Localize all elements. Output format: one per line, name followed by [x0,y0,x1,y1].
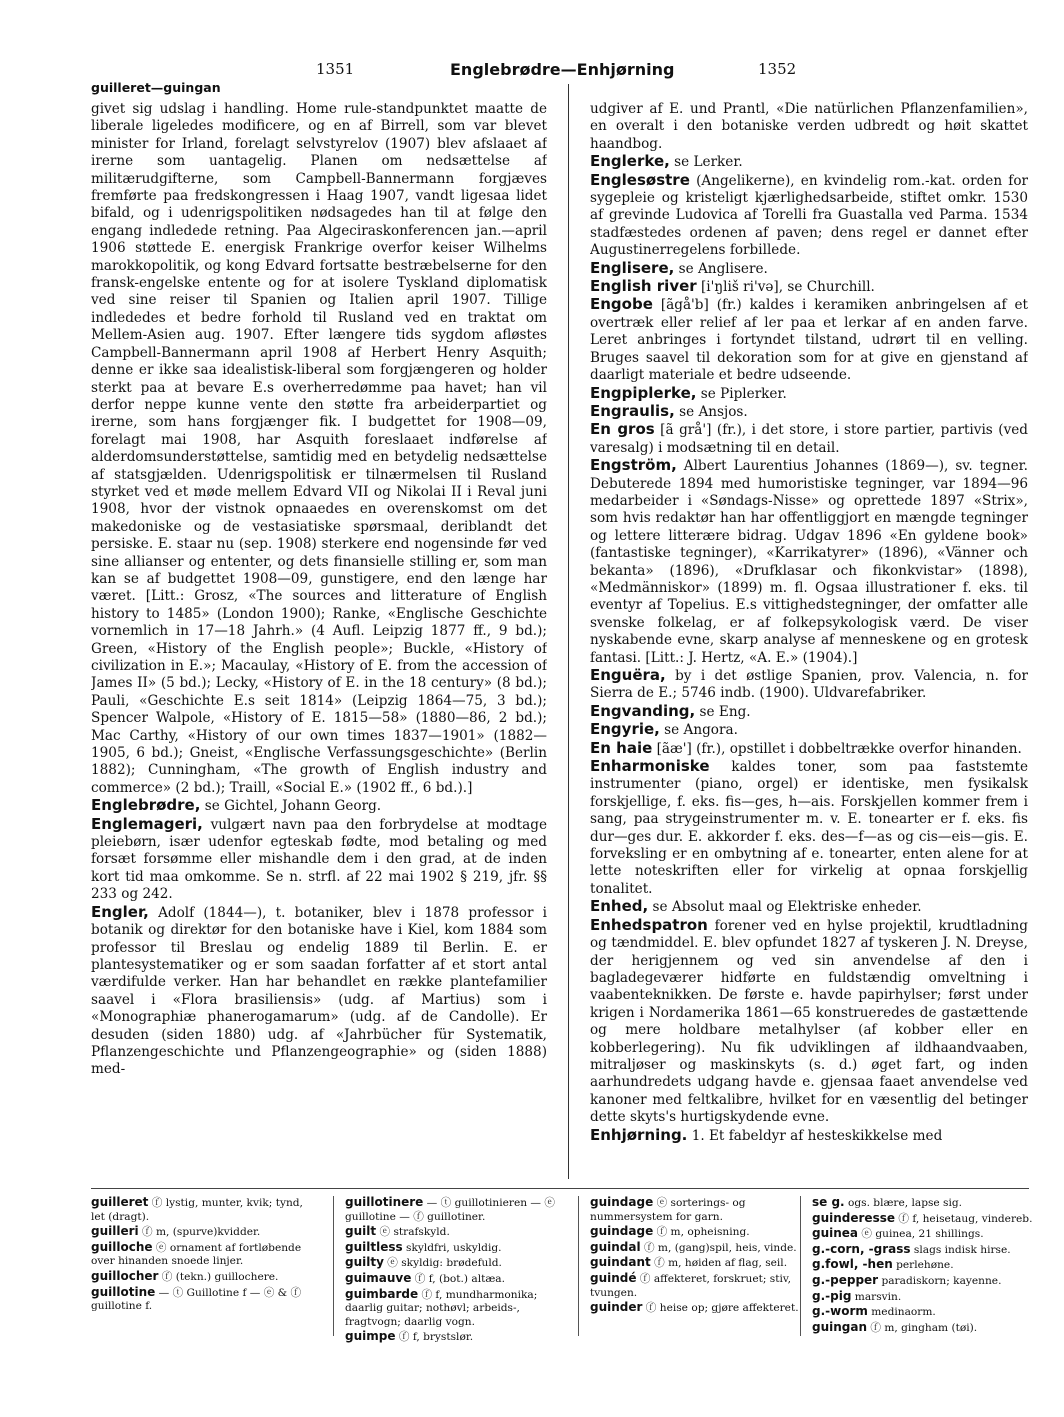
glossary-entry [345,1256,570,1271]
glossary-word: guillotine [91,1284,156,1299]
glossary-word: guimbarde [345,1286,419,1301]
right-text-column [590,101,1028,1191]
glossary-definition: ⓕ m, høiden af flag, seil. [650,1257,788,1270]
glossary-definition: ⓕ m, opheisning. [653,1226,750,1239]
dictionary-entry [590,172,1028,260]
entry-text: se Eng. [695,703,751,720]
glossary-definition: ⓕ f, mundharmonika; daarlig guitar; nothøvl; arbeids-, fragtvogn; daarlig vogn. [345,1288,538,1328]
glossary-entry [91,1270,316,1285]
guide-words: guilleret—guingan [91,80,221,95]
entry-text: se Absolut maal og Elektriske enheder. [648,899,922,916]
entry-headword: En haie [590,738,653,757]
dictionary-entry [590,758,1028,898]
glossary-definition: ⓔ sorterings- og nummersystem for garn. [590,1197,746,1223]
glossary-entry [812,1258,1037,1273]
glossary-definition: paradiskorn; kayenne. [878,1274,1002,1287]
glossary-entry [812,1212,1037,1227]
glossary-definition: ⓕ heise op; gjøre affekteret. [642,1302,799,1315]
glossary-definition: ⓕ affekteret, forskruet; stiv, tvungen. [590,1272,791,1299]
entry-headword: Englerke, [590,152,670,171]
glossary-word: g.fowl, -hen [812,1257,893,1272]
glossary-word: guingan [812,1319,868,1334]
glossary-entry [812,1321,1037,1336]
glossary-definition: slags indisk hirse. [910,1243,1011,1256]
glossary-word: guindage [590,1195,654,1209]
dictionary-entry [91,816,547,904]
glossary-definition: ⓕ f, brystslør. [395,1331,474,1344]
glossary-column-1 [91,1196,316,1315]
glossary-entry [91,1225,316,1240]
entry-headword: Englemageri, [91,814,203,833]
glossary-entry [812,1290,1037,1305]
glossary-definition: ⓔ guinea, 21 shillings. [858,1228,984,1241]
entry-headword: Enguëra, [590,666,666,684]
page-number-right: 1352 [758,60,797,78]
entry-headword: Enharmoniske [590,757,710,776]
entry-text: vulgært navn paa den forbrydelse at modtage pleiebørn, især udenfor egteskab fødte, mod betaling og med forsæt forsømme eller mishandle dem i den grad, at de inden kort tid maa omkomme. Se n. strfl. af 22 mai 1902 § 219, jfr. §§ 233 og 242. [91,816,547,903]
entry-headword: Enhed, [590,897,649,916]
entry-text: se Anglisere. [674,260,768,277]
glossary-entry [590,1225,815,1240]
glossary-column-2 [345,1196,570,1346]
glossary-entry [590,1241,815,1256]
entry-text: 1. Et fabeldyr af hesteskikkelse med [687,1127,943,1144]
dictionary-entry [590,457,1028,667]
entry-text: (Angelikerne), en kvindelig rom.-kat. orden for sygepleie og kristeligt kjærlighedsarbeide, stiftet omkr. 1530 af grevinde Ludovica af Torelli fra Guastalla ved Parma. 1534 stadfæstedes ordenen af paven; dens regel er dannet efter Augustinerregelens forbillede. [590,172,1028,259]
dictionary-entry [590,278,1028,296]
dictionary-entry [590,101,1028,153]
glossary-definition: — ⓣ guillotinieren — ⓔ guillotine — ⓕ guillotiner. [345,1197,555,1223]
entry-headword: Enhedspatron [590,915,708,934]
glossary-entry [91,1196,316,1224]
glossary-definition: ⓔ skyldig: brødefuld. [383,1257,502,1270]
glossary-divider [578,1196,579,1336]
glossary-word: guilleret [91,1195,149,1209]
entry-headword: Engobe [590,295,653,314]
entry-headword: Engvanding, [590,701,696,720]
glossary-definition: — ⓣ Guillotine f — ⓔ & ⓕ guillotine f. [91,1286,302,1313]
dictionary-entry [590,917,1028,1127]
dictionary-entry [91,797,547,815]
glossary-entry [812,1305,1037,1320]
glossary-word: g.-worm [812,1304,868,1319]
glossary-word: guindage [590,1224,654,1239]
entry-headword: English river [590,277,697,296]
entry-text: by i det østlige Spanien, prov. Valencia, n. for Sierra de E.; 5746 indb. (1900). Uldvarefabriker. [590,668,1028,702]
dictionary-entry [590,421,1028,457]
column-divider [568,84,569,1179]
glossary-entry [590,1256,815,1271]
glossary-column-3 [590,1196,815,1317]
glossary-entry [345,1196,570,1224]
glossary-definition: ⓕ m, (spurve)kvidder. [138,1226,261,1239]
glossary-word: guillocher [91,1268,159,1283]
entry-headword: Engpiplerke, [590,383,697,402]
glossary-word: g.-pepper [812,1272,879,1287]
entry-text: forener ved en hylse projektil, krudtladning og tændmiddel. E. blev opfundet 1827 af tyskeren J. N. Dreyse, der herigjennem og ved sin anvendelse af den i bagladegeværer hidførte en fuldstændig omveltning i vaabenteknikken. De første e. havde papirhylser; først under krigen i Nordamerika 1861—65 konstrueredes de gastættende og mere holdbare metalhylser (af kobber eller en kobberlegering). Nu fik udviklingen af ildhaandvaaben, mitraljøser og maskinskyts (s. d.) øget fart, og inden aarhundredets udgang havde e. gjensaa faaet anvendelse ved kanoner med feltkalibre, hvilket for en væsentlig del betinger dette skyts's hurtigskydende evne. [590,917,1028,1126]
glossary-entry [812,1243,1037,1258]
glossary-word: guillotinere [345,1195,424,1209]
glossary-word: guindant [590,1255,651,1270]
glossary-entry [590,1301,815,1316]
glossary-definition: marsvin. [851,1290,902,1303]
glossary-word: guimauve [345,1270,412,1285]
glossary-entry [91,1286,316,1314]
dictionary-entry [590,898,1028,916]
glossary-word: guindal [590,1239,641,1254]
glossary-word: guimpe [345,1329,396,1344]
glossary-entry [812,1274,1037,1289]
entry-text: [i'ŋliš ri'və], se Churchill. [696,279,875,296]
entry-headword: En gros [590,420,655,439]
glossary-word: g.-corn, -grass [812,1241,911,1256]
dictionary-entry [590,703,1028,721]
entry-headword: Engler, [91,902,149,921]
dictionary-entry [590,260,1028,278]
glossary-word: guilloche [91,1239,153,1254]
glossary-definition: perlehøne. [892,1259,954,1272]
glossary-word: guilleri [91,1224,139,1239]
glossary-divider [800,1196,801,1336]
glossary-entry [345,1272,570,1287]
glossary-definition: ⓕ f, heisetaug, vindereb. [895,1212,1033,1225]
glossary-entry [812,1196,1037,1211]
glossary-rule [91,1188,1029,1189]
entry-text: se Gichtel, Johann Georg. [200,798,382,815]
glossary-definition: ⓕ lystig, munter, kvik; tynd, let (dragt). [91,1197,303,1223]
glossary-entry [590,1196,815,1224]
glossary-definition: ⓕ f, (bot.) altæa. [411,1272,505,1285]
glossary-entry [345,1225,570,1240]
dictionary-entry [590,153,1028,171]
entry-headword: Engraulis, [590,401,675,420]
glossary-word: guilt [345,1224,377,1239]
glossary-word: g.-pig [812,1288,852,1303]
glossary-word: guindé [590,1270,637,1285]
entry-text: se Angora. [659,722,738,739]
entry-text: Albert Laurentius Johannes (1869—), sv. tegner. Debuterede 1894 med humoristiske tegninger, var 1894—96 medarbeider i «Søndags-Nisse» og oprettede 1897 «Strix», som hvis redaktør han har offentliggjort en mængde tegninger og lettere litterære bidrag. Udgav 1896 «En gyldene book» (fantastiske tegninger), «Karrikatyrer» (1896), «Vänner och bekanta» (1896), «Drufklasar och fikonkvistar» (1898), «Medmänniskor» (1899) m. fl. Ogsaa illustrationer f. eks. til eventyr af Topelius. E.s vittighedstegninger, der omfatter alle svenske folkelag, er af folkepsykologisk værd. De viser nyskabende evne, skarp analyse af menneskene og en grotesk fantasi. [Litt.: J. Hertz, «A. E.» (1904).] [590,458,1028,666]
glossary-word: guilty [345,1255,384,1270]
glossary-definition: skyldfri, uskyldig. [402,1241,502,1254]
page-number-left: 1351 [316,60,355,78]
glossary-divider [333,1196,334,1336]
glossary-definition: ⓕ m, gingham (tøi). [867,1321,978,1334]
dictionary-entry [91,904,547,1079]
entry-headword: Enhjørning. [590,1125,688,1144]
dictionary-entry [590,403,1028,421]
page-title: Englebrødre—Enhjørning [450,60,675,79]
entry-text: se Lerker. [669,154,743,171]
entry-headword: Engström, [590,456,677,475]
entry-text: [ã grå'] (fr.), i det store, i store partier, partivis (ved varesalg) i modsætning til en detail. [590,422,1028,456]
entry-text: se Piplerker. [696,385,787,402]
glossary-entry [812,1227,1037,1242]
glossary-word: se g. [812,1195,845,1209]
glossary-definition: ⓔ ornament af fortløbende over hinanden snoede linjer. [91,1241,302,1268]
glossary-definition: ogs. blære, lapse sig. [844,1197,963,1209]
glossary-word: guinderesse [812,1210,895,1225]
glossary-definition: ⓔ strafskyld. [376,1226,450,1239]
glossary-word: guiltless [345,1239,403,1254]
glossary-column-4 [812,1196,1037,1336]
glossary-word: guinea [812,1226,859,1241]
dictionary-entry [590,740,1028,758]
glossary-word: guinder [590,1300,643,1315]
glossary-entry [345,1288,570,1330]
entry-text: [ãgå'b] (fr.) kaldes i keramiken anbringelsen af et overtræk eller relief af ler paa et lerkar af en anden farve. Leret anbringes i fortyndet tilstand, udrørt til en velling. Bruges saavel til dekoration som for at give en gjenstand af daarligt materiale et bedre udseende. [590,297,1028,384]
dictionary-entry [590,667,1028,703]
dictionary-entry [590,385,1028,403]
dictionary-entry [91,101,547,797]
left-text-column [91,101,547,1191]
glossary-definition: ⓕ (tekn.) guillochere. [158,1270,279,1283]
entry-text: Adolf (1844—), t. botaniker, blev i 1878 professor i botanik og direktør for den botaniske have i Kiel, kom 1884 som professor til Breslau og endelig 1889 til Berlin. E. er plantesystematiker og er som saadan forfatter af et stort antal værdifulde verker. Han har behandlet en række plantefamilier saavel i «Flora brasiliensis» (udg. af Martius) som i «Monographiæ phanerogamarum» (udg. af de Candolle). Er desuden (siden 1880) udg. af «Jahrbücher für Systematik, Pflanzengeschichte und Pflanzengeographie» og (siden 1888) med- [91,904,547,1078]
dictionary-entry [590,296,1028,384]
entry-text: kaldes toner, som paa faststemte instrumenter (piano, orgel) er identiske, men fysikalsk forskjellige, f. eks. fis—ges, h—ais. Forskjellen kommer frem i sang, paa strygeinstrumenter m. v. E. tonearter er f. eks. fis dur—ges dur. E. akkorder f. eks. des—f—as og cis—eis—gis. E. forveksling er en ombytning af e. tonearter, enten alene for at lette noteskriften eller for virkelig at opnaa forskjellig tonalitet. [590,759,1028,897]
glossary-entry [345,1241,570,1256]
entry-text: udgiver af E. und Prantl, «Die natürlichen Pflanzenfamilien», en overalt i den botaniske verden udbredt og høit skattet haandbog. [590,101,1028,152]
glossary-entry [345,1330,570,1345]
entry-headword: Englesøstre [590,170,690,189]
entry-headword: Englebrødre, [91,796,201,815]
glossary-entry [590,1272,815,1300]
entry-headword: Englisere, [590,258,675,277]
dictionary-entry [590,1127,1028,1145]
entry-text: se Ansjos. [674,403,748,420]
entry-text: givet sig udslag i handling. Home rule-standpunktet maatte de liberale ligeledes modificere, og en af Birrell, som var blevet minister for Irland, forelagt selvstyrelov (1907) blev afslaaet af irerne som uantagelig. Planen om nedsættelse af militærudgifterne, som Campbell-Bannermann forgjæves fremførte paa fredskongressen i Haag 1907, vandt ligesaa lidet bifald, og i udenrigspolitiken nødsagedes han til at følge den engang indledede retning. Paa Algeciraskonferencen jan.—april 1906 støttede E. energisk Frankrige overfor keiser Wilhelms marokkopolitik, og kong Edvard fortsatte bestræbelserne for den fransk-engelske entente og for at isolere Tyskland diplomatisk ved sine reiser til Spanien og Italien april 1907. Tillige indlededes et bedre forhold til Rusland ved en traktat om Mellem-Asien aug. 1907. Efter længere tids sygdom afløstes Campbell-Bannermann april 1908 af Herbert Henry Asquith; denne er ikke saa idealistisk-liberal som forgjængeren og holder sterkt paa at bevare E.s overherredømme paa havet; han vil derfor neppe kunne vente den støtte fra arbeiderpartiet og irerne, som hans forgjænger fik. I budgettet for 1908—09, forelagt mai 1908, har Asquith foreslaaet indførelse af alderdomsunderstøttelse, samtidig med en betydelig nedsættelse af statsgjælden. Udenrigspolitisk er tilnærmelsen til Rusland styrket ved et møde mellem Edvard VII og Nikolai II i Reval juni 1908, hvor der vistnok opnaaedes en overenskomst om det makedoniske og de vestasiatiske spørsmaal, deriblandt det persiske. E. staar nu (sep. 1908) sterkere end nogensinde før ved sine allianser og ententer, og dets finansielle stilling er, som man kan se af budgettet 1908—09, gunstigere, end den længe har været. [Litt.: Grosz, «The sources and litterature of English history to 1485» (London 1900); Ranke, «Englische Geschichte vornemlich in 17—18 Jahrh.» (4 Aufl. Leipzig 1877 ff., 9 bd.); Green, «History of the English people»; Buckle, «History of civilization in E.»; Macaulay, «History of E. from the accession of James II» (5 bd.); Lecky, «History of E. in the 18 century» (8 bd.); Pauli, «Geschichte E.s seit 1814» (Leipzig 1864—75, 3 bd.); Spencer Walpole, «History of E. 1815—58» (1880—86, 2 bd.); Mac Carthy, «History of our own times 1837—1901» (1882—1905, 6 bd.); Gneist, «Englische Verfassungsgeschichte» (Berlin 1882); Cunningham, «The growth of English industry and commerce» (2 bd.); Traill, «Social E.» (1902 ff., 6 bd.).] [91,101,547,796]
dictionary-entry [590,721,1028,739]
entry-text: [ãæ'] (fr.), opstillet i dobbeltrække overfor hinanden. [652,740,1022,757]
glossary-definition: ⓕ m, (gang)spil, heis, vinde. [640,1241,797,1254]
glossary-entry [91,1241,316,1269]
entry-headword: Engyrie, [590,720,660,739]
glossary-definition: medinaorm. [867,1306,936,1319]
